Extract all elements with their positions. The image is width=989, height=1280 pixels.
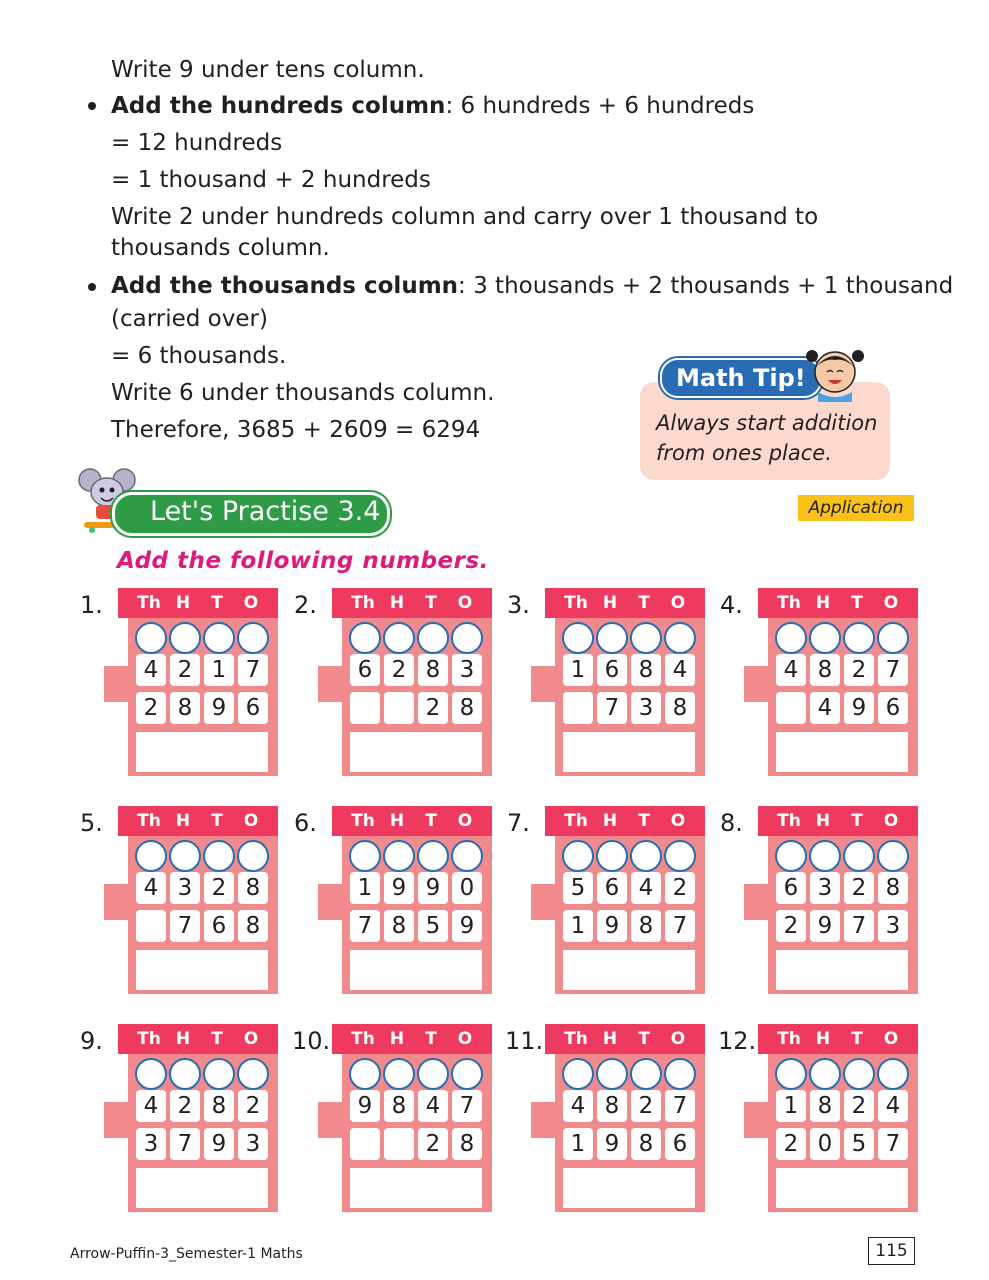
addition-card bbox=[324, 806, 492, 994]
place-header-label: T bbox=[211, 593, 223, 613]
carry-circle-input[interactable] bbox=[451, 622, 483, 654]
second-addend-digit: 8 bbox=[631, 1128, 661, 1160]
addition-card bbox=[750, 588, 918, 776]
question-number: 11. bbox=[505, 1027, 544, 1055]
second-addend-digit: 1 bbox=[563, 1128, 593, 1160]
instruction-text: Add the following numbers. bbox=[117, 548, 489, 574]
carry-circle-input[interactable] bbox=[664, 1058, 696, 1090]
carry-circle-input[interactable] bbox=[596, 622, 628, 654]
place-header-label: O bbox=[883, 593, 899, 613]
second-addend-digit bbox=[384, 692, 414, 724]
addend-digit: 3 bbox=[170, 872, 200, 904]
addend-digit: 8 bbox=[810, 1090, 840, 1122]
addition-card bbox=[750, 806, 918, 994]
question-number: 9. bbox=[80, 1027, 103, 1055]
carry-circle-input[interactable] bbox=[383, 622, 415, 654]
carry-circle-input[interactable] bbox=[349, 1058, 381, 1090]
addend-digit: 7 bbox=[878, 654, 908, 686]
carry-circle-input[interactable] bbox=[169, 1058, 201, 1090]
second-addend-digit: 0 bbox=[810, 1128, 840, 1160]
addend-digit: 8 bbox=[204, 1090, 234, 1122]
place-header-label: O bbox=[457, 593, 473, 613]
plus-sign: + bbox=[750, 917, 766, 938]
carry-circle-input[interactable] bbox=[349, 840, 381, 872]
carry-circle-input[interactable] bbox=[562, 840, 594, 872]
carry-circle-input[interactable] bbox=[203, 1058, 235, 1090]
plus-sign: + bbox=[750, 1135, 766, 1156]
second-addend-digit: 2 bbox=[136, 692, 166, 724]
second-addend-digit: 9 bbox=[810, 910, 840, 942]
place-header-label: Th bbox=[777, 811, 801, 831]
addition-card bbox=[110, 1024, 278, 1212]
carry-circle-input[interactable] bbox=[775, 840, 807, 872]
addend-digit: 7 bbox=[452, 1090, 482, 1122]
text-span: : 3 thousands + 2 thousands + 1 thousand bbox=[458, 273, 954, 299]
place-value-header bbox=[545, 806, 705, 836]
carry-circle-input[interactable] bbox=[809, 1058, 841, 1090]
carry-circle-input[interactable] bbox=[417, 1058, 449, 1090]
place-header-label: T bbox=[851, 593, 863, 613]
math-tip-badge: Math Tip! bbox=[660, 358, 822, 398]
addend-digit: 4 bbox=[136, 654, 166, 686]
second-addend-digit: 9 bbox=[597, 910, 627, 942]
addend-digit: 7 bbox=[238, 654, 268, 686]
second-addend-digit: 9 bbox=[204, 1128, 234, 1160]
carry-circle-input[interactable] bbox=[451, 1058, 483, 1090]
place-header-label: T bbox=[851, 1029, 863, 1049]
second-addend-digit: 6 bbox=[665, 1128, 695, 1160]
second-addend-digit: 8 bbox=[170, 692, 200, 724]
carry-circle-input[interactable] bbox=[417, 622, 449, 654]
place-value-header bbox=[332, 806, 492, 836]
plus-sign: + bbox=[110, 1135, 126, 1156]
bullet-dot bbox=[88, 102, 96, 110]
addend-digit: 4 bbox=[776, 654, 806, 686]
place-header-label: T bbox=[211, 811, 223, 831]
plus-sign: + bbox=[537, 1135, 553, 1156]
addition-card bbox=[537, 588, 705, 776]
place-value-header bbox=[758, 588, 918, 618]
carry-circle-input[interactable] bbox=[664, 840, 696, 872]
second-addend-digit: 8 bbox=[452, 1128, 482, 1160]
answer-box-input[interactable] bbox=[776, 732, 908, 772]
carry-circle-input[interactable] bbox=[843, 1058, 875, 1090]
question-number: 2. bbox=[294, 591, 317, 619]
text-line bbox=[111, 91, 754, 121]
addend-digit: 2 bbox=[844, 654, 874, 686]
carry-circle-input[interactable] bbox=[843, 622, 875, 654]
place-header-label: H bbox=[815, 811, 831, 831]
place-value-header bbox=[118, 806, 278, 836]
carry-circle-input[interactable] bbox=[237, 622, 269, 654]
place-header-label: H bbox=[175, 593, 191, 613]
second-addend-digit: 6 bbox=[238, 692, 268, 724]
addition-card bbox=[324, 588, 492, 776]
answer-box-input[interactable] bbox=[136, 950, 268, 990]
carry-circle-input[interactable] bbox=[664, 622, 696, 654]
second-addend-digit: 9 bbox=[844, 692, 874, 724]
addend-digit: 4 bbox=[878, 1090, 908, 1122]
place-header-label: O bbox=[670, 593, 686, 613]
answer-box-input[interactable] bbox=[563, 950, 695, 990]
answer-box-input[interactable] bbox=[563, 732, 695, 772]
addend-digit: 3 bbox=[810, 872, 840, 904]
addend-digit: 4 bbox=[665, 654, 695, 686]
place-header-label: H bbox=[175, 811, 191, 831]
practise-title: Let's Practise 3.4 bbox=[150, 496, 381, 527]
text-line: Write 6 under thousands column. bbox=[111, 380, 495, 406]
plus-sign: + bbox=[110, 917, 126, 938]
second-addend-digit: 8 bbox=[238, 910, 268, 942]
addend-digit: 6 bbox=[776, 872, 806, 904]
second-addend-digit: 7 bbox=[597, 692, 627, 724]
second-addend-digit bbox=[350, 1128, 380, 1160]
second-addend-digit: 4 bbox=[810, 692, 840, 724]
place-header-label: H bbox=[815, 593, 831, 613]
answer-box-input[interactable] bbox=[776, 1168, 908, 1208]
place-header-label: Th bbox=[564, 1029, 588, 1049]
carry-circle-input[interactable] bbox=[349, 622, 381, 654]
question-number: 3. bbox=[507, 591, 530, 619]
second-addend-digit: 7 bbox=[170, 1128, 200, 1160]
second-addend-digit: 7 bbox=[665, 910, 695, 942]
carry-circle-input[interactable] bbox=[203, 622, 235, 654]
answer-box-input[interactable] bbox=[350, 732, 482, 772]
question-number: 1. bbox=[80, 591, 103, 619]
question-number: 8. bbox=[720, 809, 743, 837]
addend-digit: 8 bbox=[418, 654, 448, 686]
place-header-label: Th bbox=[351, 593, 375, 613]
place-header-label: O bbox=[243, 1029, 259, 1049]
carry-circle-input[interactable] bbox=[843, 840, 875, 872]
place-header-label: Th bbox=[351, 1029, 375, 1049]
second-addend-digit: 8 bbox=[452, 692, 482, 724]
carry-circle-input[interactable] bbox=[630, 1058, 662, 1090]
text-line: = 1 thousand + 2 hundreds bbox=[111, 167, 431, 193]
place-header-label: H bbox=[175, 1029, 191, 1049]
addend-digit: 6 bbox=[350, 654, 380, 686]
addend-digit: 2 bbox=[170, 1090, 200, 1122]
addend-digit: 2 bbox=[631, 1090, 661, 1122]
place-header-label: O bbox=[457, 1029, 473, 1049]
addend-digit: 0 bbox=[452, 872, 482, 904]
place-value-header bbox=[758, 1024, 918, 1054]
plus-sign: + bbox=[324, 1135, 340, 1156]
text-line: Write 9 under tens column. bbox=[111, 57, 425, 83]
girl-mascot-icon bbox=[800, 340, 870, 402]
place-header-label: T bbox=[851, 811, 863, 831]
second-addend-digit: 5 bbox=[418, 910, 448, 942]
addend-digit: 3 bbox=[452, 654, 482, 686]
place-header-label: O bbox=[670, 1029, 686, 1049]
place-value-header bbox=[758, 806, 918, 836]
place-header-label: T bbox=[638, 1029, 650, 1049]
second-addend-digit: 8 bbox=[665, 692, 695, 724]
addend-digit: 2 bbox=[238, 1090, 268, 1122]
addend-digit: 4 bbox=[136, 1090, 166, 1122]
text-span: : 6 hundreds + 6 hundreds bbox=[445, 93, 755, 119]
text-line: Write 2 under hundreds column and carry over 1 thousand to bbox=[111, 204, 819, 230]
text-line: = 6 thousands. bbox=[111, 343, 287, 369]
addend-digit: 1 bbox=[204, 654, 234, 686]
addition-card bbox=[750, 1024, 918, 1212]
text-line: (carried over) bbox=[111, 306, 268, 332]
second-addend-digit bbox=[350, 692, 380, 724]
carry-circle-input[interactable] bbox=[596, 840, 628, 872]
bold-heading: Add the hundreds column bbox=[111, 93, 446, 119]
second-addend-digit: 3 bbox=[136, 1128, 166, 1160]
carry-circle-input[interactable] bbox=[809, 622, 841, 654]
answer-box-input[interactable] bbox=[563, 1168, 695, 1208]
place-header-label: Th bbox=[777, 593, 801, 613]
place-header-label: T bbox=[425, 593, 437, 613]
second-addend-digit bbox=[384, 1128, 414, 1160]
carry-circle-input[interactable] bbox=[877, 622, 909, 654]
addend-digit: 2 bbox=[844, 872, 874, 904]
question-number: 12. bbox=[718, 1027, 757, 1055]
addend-digit: 8 bbox=[238, 872, 268, 904]
answer-box-input[interactable] bbox=[350, 950, 482, 990]
bullet-dot bbox=[88, 283, 96, 291]
addend-digit: 9 bbox=[418, 872, 448, 904]
place-value-header bbox=[545, 588, 705, 618]
place-header-label: O bbox=[670, 811, 686, 831]
second-addend-digit: 3 bbox=[238, 1128, 268, 1160]
carry-circle-input[interactable] bbox=[383, 840, 415, 872]
tip-line: Always start addition bbox=[656, 411, 878, 435]
carry-circle-input[interactable] bbox=[203, 840, 235, 872]
second-addend-digit: 5 bbox=[844, 1128, 874, 1160]
addend-digit: 6 bbox=[597, 872, 627, 904]
carry-circle-input[interactable] bbox=[877, 1058, 909, 1090]
place-value-header bbox=[332, 588, 492, 618]
second-addend-digit: 2 bbox=[418, 1128, 448, 1160]
second-addend-digit: 9 bbox=[597, 1128, 627, 1160]
second-addend-digit bbox=[776, 692, 806, 724]
carry-circle-input[interactable] bbox=[135, 622, 167, 654]
addend-digit: 1 bbox=[563, 654, 593, 686]
addend-digit: 2 bbox=[170, 654, 200, 686]
answer-box-input[interactable] bbox=[136, 732, 268, 772]
carry-circle-input[interactable] bbox=[596, 1058, 628, 1090]
plus-sign: + bbox=[537, 917, 553, 938]
carry-circle-input[interactable] bbox=[383, 1058, 415, 1090]
text-line: Therefore, 3685 + 2609 = 6294 bbox=[111, 417, 481, 443]
place-header-label: Th bbox=[564, 593, 588, 613]
addend-digit: 4 bbox=[418, 1090, 448, 1122]
carry-circle-input[interactable] bbox=[135, 840, 167, 872]
second-addend-digit: 6 bbox=[878, 692, 908, 724]
place-header-label: T bbox=[425, 1029, 437, 1049]
addend-digit: 1 bbox=[776, 1090, 806, 1122]
place-header-label: Th bbox=[351, 811, 375, 831]
place-header-label: Th bbox=[137, 593, 161, 613]
addend-digit: 7 bbox=[665, 1090, 695, 1122]
addend-digit: 9 bbox=[350, 1090, 380, 1122]
place-header-label: H bbox=[389, 1029, 405, 1049]
addend-digit: 8 bbox=[631, 654, 661, 686]
second-addend-digit: 3 bbox=[631, 692, 661, 724]
plus-sign: + bbox=[324, 699, 340, 720]
carry-circle-input[interactable] bbox=[169, 840, 201, 872]
place-value-header bbox=[118, 1024, 278, 1054]
answer-box-input[interactable] bbox=[136, 1168, 268, 1208]
addend-digit: 8 bbox=[878, 872, 908, 904]
place-header-label: H bbox=[389, 811, 405, 831]
carry-circle-input[interactable] bbox=[562, 1058, 594, 1090]
carry-circle-input[interactable] bbox=[775, 622, 807, 654]
second-addend-digit: 6 bbox=[204, 910, 234, 942]
addend-digit: 9 bbox=[384, 872, 414, 904]
place-header-label: O bbox=[883, 1029, 899, 1049]
place-header-label: H bbox=[815, 1029, 831, 1049]
place-header-label: Th bbox=[564, 811, 588, 831]
addend-digit: 2 bbox=[665, 872, 695, 904]
second-addend-digit: 2 bbox=[776, 910, 806, 942]
place-value-header bbox=[118, 588, 278, 618]
answer-box-input[interactable] bbox=[350, 1168, 482, 1208]
place-header-label: Th bbox=[137, 811, 161, 831]
place-header-label: O bbox=[243, 811, 259, 831]
addition-card bbox=[110, 588, 278, 776]
second-addend-digit: 9 bbox=[452, 910, 482, 942]
place-header-label: T bbox=[638, 593, 650, 613]
carry-circle-input[interactable] bbox=[877, 840, 909, 872]
application-tag: Application bbox=[798, 495, 914, 521]
carry-circle-input[interactable] bbox=[135, 1058, 167, 1090]
math-tip-text bbox=[656, 408, 877, 468]
addend-digit: 4 bbox=[136, 872, 166, 904]
plus-sign: + bbox=[324, 917, 340, 938]
addend-digit: 2 bbox=[844, 1090, 874, 1122]
place-header-label: Th bbox=[777, 1029, 801, 1049]
place-header-label: H bbox=[389, 593, 405, 613]
carry-circle-input[interactable] bbox=[562, 622, 594, 654]
place-header-label: T bbox=[638, 811, 650, 831]
carry-circle-input[interactable] bbox=[417, 840, 449, 872]
addition-card bbox=[324, 1024, 492, 1212]
addition-card bbox=[537, 806, 705, 994]
addend-digit: 8 bbox=[810, 654, 840, 686]
place-header-label: O bbox=[457, 811, 473, 831]
second-addend-digit: 8 bbox=[631, 910, 661, 942]
place-header-label: H bbox=[602, 1029, 618, 1049]
place-value-header bbox=[332, 1024, 492, 1054]
tip-line: from ones place. bbox=[656, 441, 832, 465]
addend-digit: 2 bbox=[384, 654, 414, 686]
bold-heading: Add the thousands column bbox=[111, 273, 459, 299]
second-addend-digit: 1 bbox=[563, 910, 593, 942]
carry-circle-input[interactable] bbox=[169, 622, 201, 654]
text-line: = 12 hundreds bbox=[111, 130, 283, 156]
carry-circle-input[interactable] bbox=[237, 840, 269, 872]
carry-circle-input[interactable] bbox=[237, 1058, 269, 1090]
question-number: 6. bbox=[294, 809, 317, 837]
page-number: 115 bbox=[868, 1237, 915, 1265]
carry-circle-input[interactable] bbox=[451, 840, 483, 872]
place-header-label: O bbox=[243, 593, 259, 613]
place-header-label: H bbox=[602, 811, 618, 831]
question-number: 4. bbox=[720, 591, 743, 619]
second-addend-digit: 3 bbox=[878, 910, 908, 942]
addition-card bbox=[110, 806, 278, 994]
second-addend-digit: 2 bbox=[418, 692, 448, 724]
addend-digit: 4 bbox=[631, 872, 661, 904]
second-addend-digit: 7 bbox=[878, 1128, 908, 1160]
plus-sign: + bbox=[110, 699, 126, 720]
place-header-label: T bbox=[211, 1029, 223, 1049]
answer-box-input[interactable] bbox=[776, 950, 908, 990]
second-addend-digit: 7 bbox=[170, 910, 200, 942]
second-addend-digit: 7 bbox=[844, 910, 874, 942]
addend-digit: 6 bbox=[597, 654, 627, 686]
question-number: 10. bbox=[292, 1027, 331, 1055]
plus-sign: + bbox=[750, 699, 766, 720]
place-header-label: T bbox=[425, 811, 437, 831]
addend-digit: 5 bbox=[563, 872, 593, 904]
addend-digit: 2 bbox=[204, 872, 234, 904]
place-header-label: Th bbox=[137, 1029, 161, 1049]
second-addend-digit: 2 bbox=[776, 1128, 806, 1160]
carry-circle-input[interactable] bbox=[775, 1058, 807, 1090]
footer-text: Arrow-Puffin-3_Semester-1 Maths bbox=[70, 1246, 303, 1262]
second-addend-digit bbox=[563, 692, 593, 724]
place-header-label: H bbox=[602, 593, 618, 613]
question-number: 7. bbox=[507, 809, 530, 837]
text-line bbox=[111, 271, 953, 301]
second-addend-digit: 7 bbox=[350, 910, 380, 942]
addend-digit: 8 bbox=[597, 1090, 627, 1122]
second-addend-digit bbox=[136, 910, 166, 942]
text-line: thousands column. bbox=[111, 235, 330, 261]
addend-digit: 4 bbox=[563, 1090, 593, 1122]
addend-digit: 1 bbox=[350, 872, 380, 904]
addend-digit: 8 bbox=[384, 1090, 414, 1122]
place-header-label: O bbox=[883, 811, 899, 831]
carry-circle-input[interactable] bbox=[630, 840, 662, 872]
carry-circle-input[interactable] bbox=[809, 840, 841, 872]
second-addend-digit: 8 bbox=[384, 910, 414, 942]
carry-circle-input[interactable] bbox=[630, 622, 662, 654]
place-value-header bbox=[545, 1024, 705, 1054]
plus-sign: + bbox=[537, 699, 553, 720]
addition-card bbox=[537, 1024, 705, 1212]
question-number: 5. bbox=[80, 809, 103, 837]
second-addend-digit: 9 bbox=[204, 692, 234, 724]
